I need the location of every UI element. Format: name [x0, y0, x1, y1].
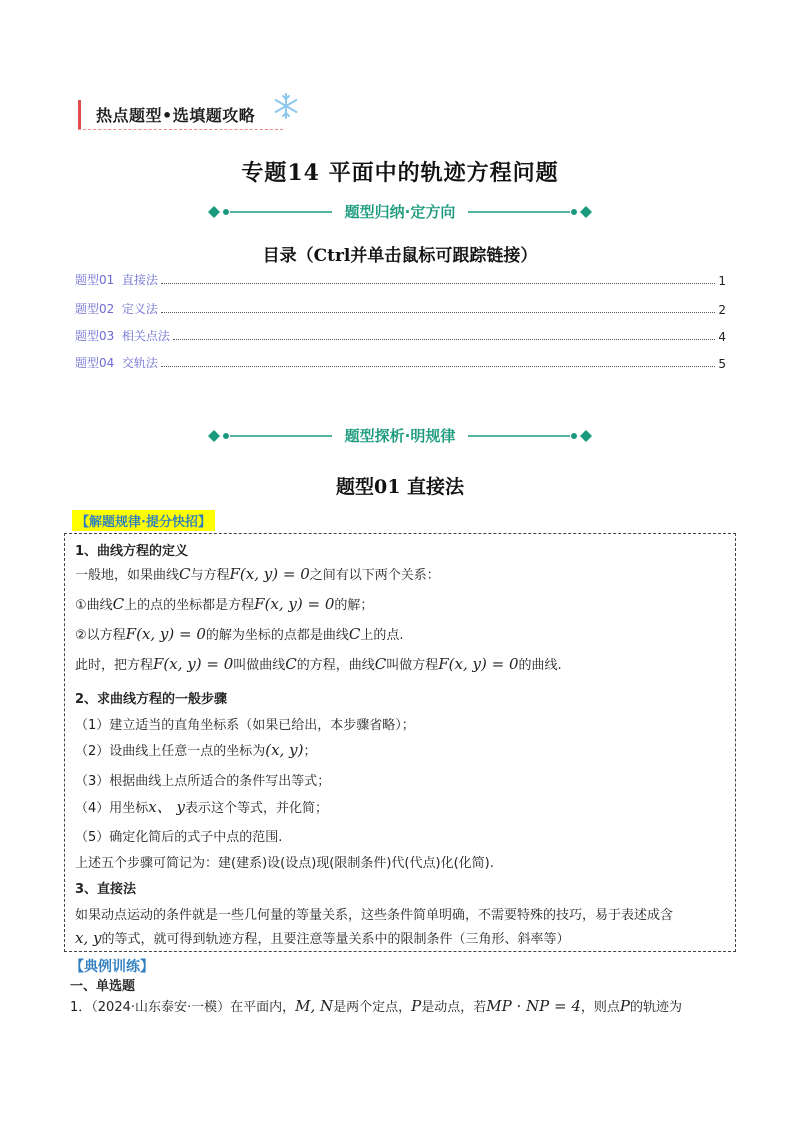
definition-line-2: ①曲线C上的点的坐标都是方程F(x, y) = 0的解； [75, 595, 374, 613]
banner-analysis-label: 题型探析·明规律 [344, 427, 456, 445]
header-accent-bar [78, 100, 81, 130]
question-type-heading: 一、单选题 [70, 979, 136, 994]
banner-summary [200, 200, 600, 224]
step-5: （5）确定化简后的式子中点的范围. [75, 830, 283, 845]
toc-item-4[interactable] [75, 353, 726, 371]
rule-tag: 【解题规律·提分快招】 [72, 510, 215, 531]
banner-summary-label: 题型归纳·定方向 [344, 203, 456, 221]
definition-line-4: 此时，把方程F(x, y) = 0叫做曲线C的方程，曲线C叫做方程F(x, y) = 0的曲线. [75, 655, 562, 673]
toc-leader [161, 283, 715, 284]
step-1: （1）建立适当的直角坐标系（如果已给出，本步骤省略）； [75, 718, 415, 733]
definition-line-3: ②以方程F(x, y) = 0的解为坐标的点都是曲线C上的点. [75, 625, 404, 643]
toc-page-number: 2 [718, 303, 726, 317]
header-underline [78, 129, 283, 130]
toc-item-label[interactable]: 题型02 定义法 [75, 302, 158, 316]
toc-item-label[interactable]: 题型01 直接法 [75, 273, 158, 287]
toc-title: 目录（Ctrl并单击鼠标可跟踪链接） [262, 246, 538, 266]
direct-method-line-2: x, y的等式，就可得到轨迹方程，且要注意等量关系中的限制条件（三角形、斜率等） [75, 929, 570, 947]
toc-item-3[interactable] [75, 326, 726, 344]
steps-summary: 上述五个步骤可简记为：建(建系)设(设点)现(限制条件)代(代点)化(化简). [75, 856, 494, 871]
question-1: 1．（2024·山东泰安·一模）在平面内，M, N是两个定点，P是动点，若MP · NP = 4，则点P的轨迹为 [70, 997, 683, 1015]
direct-method-line-1: 如果动点运动的条件就是一些几何量的等量关系，这些条件简单明确，不需要特殊的技巧，易于表述成含 [75, 908, 674, 923]
heading-definition: 1、曲线方程的定义 [75, 544, 189, 559]
step-2: （2）设曲线上任意一点的坐标为(x, y)； [75, 741, 317, 759]
toc-page-number: 5 [718, 357, 726, 371]
toc-leader [173, 339, 715, 340]
toc-item-2[interactable] [75, 299, 726, 317]
heading-steps: 2、求曲线方程的一般步骤 [75, 692, 228, 707]
page-title: 专题14 平面中的轨迹方程问题 [241, 160, 559, 186]
toc-item-label[interactable]: 题型04 交轨法 [75, 356, 158, 370]
snowflake-icon [272, 92, 300, 124]
banner-analysis [200, 424, 600, 448]
section-title: 题型01 直接法 [335, 476, 465, 498]
toc-leader [161, 366, 715, 367]
header-tag: 热点题型•选填题攻略 [96, 106, 256, 125]
example-tag: 【典例训练】 [70, 959, 154, 975]
definition-line-1: 一般地，如果曲线C与方程F(x, y) = 0之间有以下两个关系： [75, 565, 440, 583]
toc-page-number: 1 [718, 274, 726, 288]
step-3: （3）根据曲线上点所适合的条件写出等式； [75, 774, 331, 789]
toc-page-number: 4 [718, 330, 726, 344]
heading-direct-method: 3、直接法 [75, 882, 137, 897]
toc-item-1[interactable] [75, 270, 726, 288]
toc-leader [161, 312, 715, 313]
toc-item-label[interactable]: 题型03 相关点法 [75, 329, 170, 343]
step-4: （4）用坐标x、 y表示这个等式，并化简； [75, 798, 328, 816]
